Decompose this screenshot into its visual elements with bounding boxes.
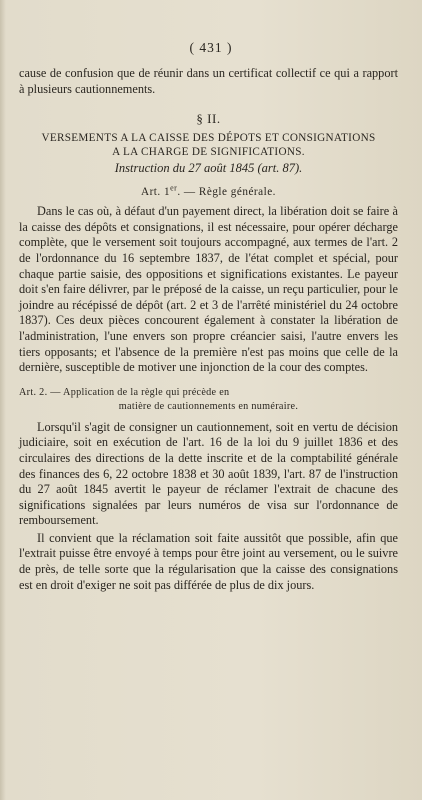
article2-heading [19, 386, 398, 414]
article2-paragraph-1: Lorsqu'il s'agit de consigner un cautionnement, soit en vertu de décision judiciaire, soit en exécution de l'art. 16 de la loi du 9 juillet 1836 et des circulaires des directions de la dette inscrite et de la comptabilité générale des finances des 6, 22 octobre 1838 et 30 août 1839, l'art. 87 de l'instruction du 27 août 1845 avertit le payeur de réclamer l'extrait de chacune des significations signalées par leurs numéros de visa sur l'ordonnance de remboursement. [19, 419, 398, 528]
article2-heading-line1: Art. 2. — Application de la règle qui précède en [19, 386, 230, 398]
page-body [19, 66, 398, 593]
article1-sup: er [170, 183, 178, 193]
article1-title: . — Règle générale. [177, 186, 276, 199]
section-number: § II. [196, 111, 221, 127]
article1-label: Art. 1 [141, 186, 171, 199]
instruction-reference: Instruction du 27 août 1845 (art. 87). [114, 161, 303, 176]
section-heading-line1: VERSEMENTS A LA CAISSE DES DÉPOTS ET CONSIGNATIONS [41, 132, 376, 145]
intro-paragraph: cause de confusion que de réunir dans un certificat collectif ce qui a rapport à plusieurs cautionnements. [19, 66, 398, 96]
page-number: ( 431 ) [189, 40, 233, 55]
section-heading-line2: A LA CHARGE DE SIGNIFICATIONS. [112, 146, 305, 159]
article1-heading [19, 183, 398, 199]
article2-heading-line2: matière de cautionnements en numéraire. [118, 400, 299, 412]
article2-paragraph-2: Il convient que la réclamation soit faite aussitôt que possible, afin que l'extrait puisse être envoyé à temps pour être joint au versement, ou le suivre de près, de telle sorte que la régularisation que la caisse des consignations est en droit d'exiger ne soit pas différée de plus de dix jours. [19, 530, 398, 592]
article1-paragraph: Dans le cas où, à défaut d'un payement direct, la libération doit se faire à la caisse des dépôts et consignations, il est nécessaire, pour opérer décharge complète, que le versement soit toujours accompagné, aux termes de l'art. 2 de l'ordonnance du 16 septembre 1837, de l'état complet et spécial, pour chaque partie saisie, des oppositions et significations existantes. Le payeur doit s'en faire délivrer, par le préposé de la caisse, un reçu particulier, pour le joindre au récépissé de dépôt (art. 2 et 3 de l'arrêté ministériel du 24 octobre 1837). Ces deux pièces concourent également à constater la libération de l'administration, l'une envers son propre créancier saisi, l'autre envers les tiers opposants; et l'absence de la première n'est pas moins que celle de la dernière, susceptible de motiver une injonction de la cour des comptes. [19, 204, 398, 375]
